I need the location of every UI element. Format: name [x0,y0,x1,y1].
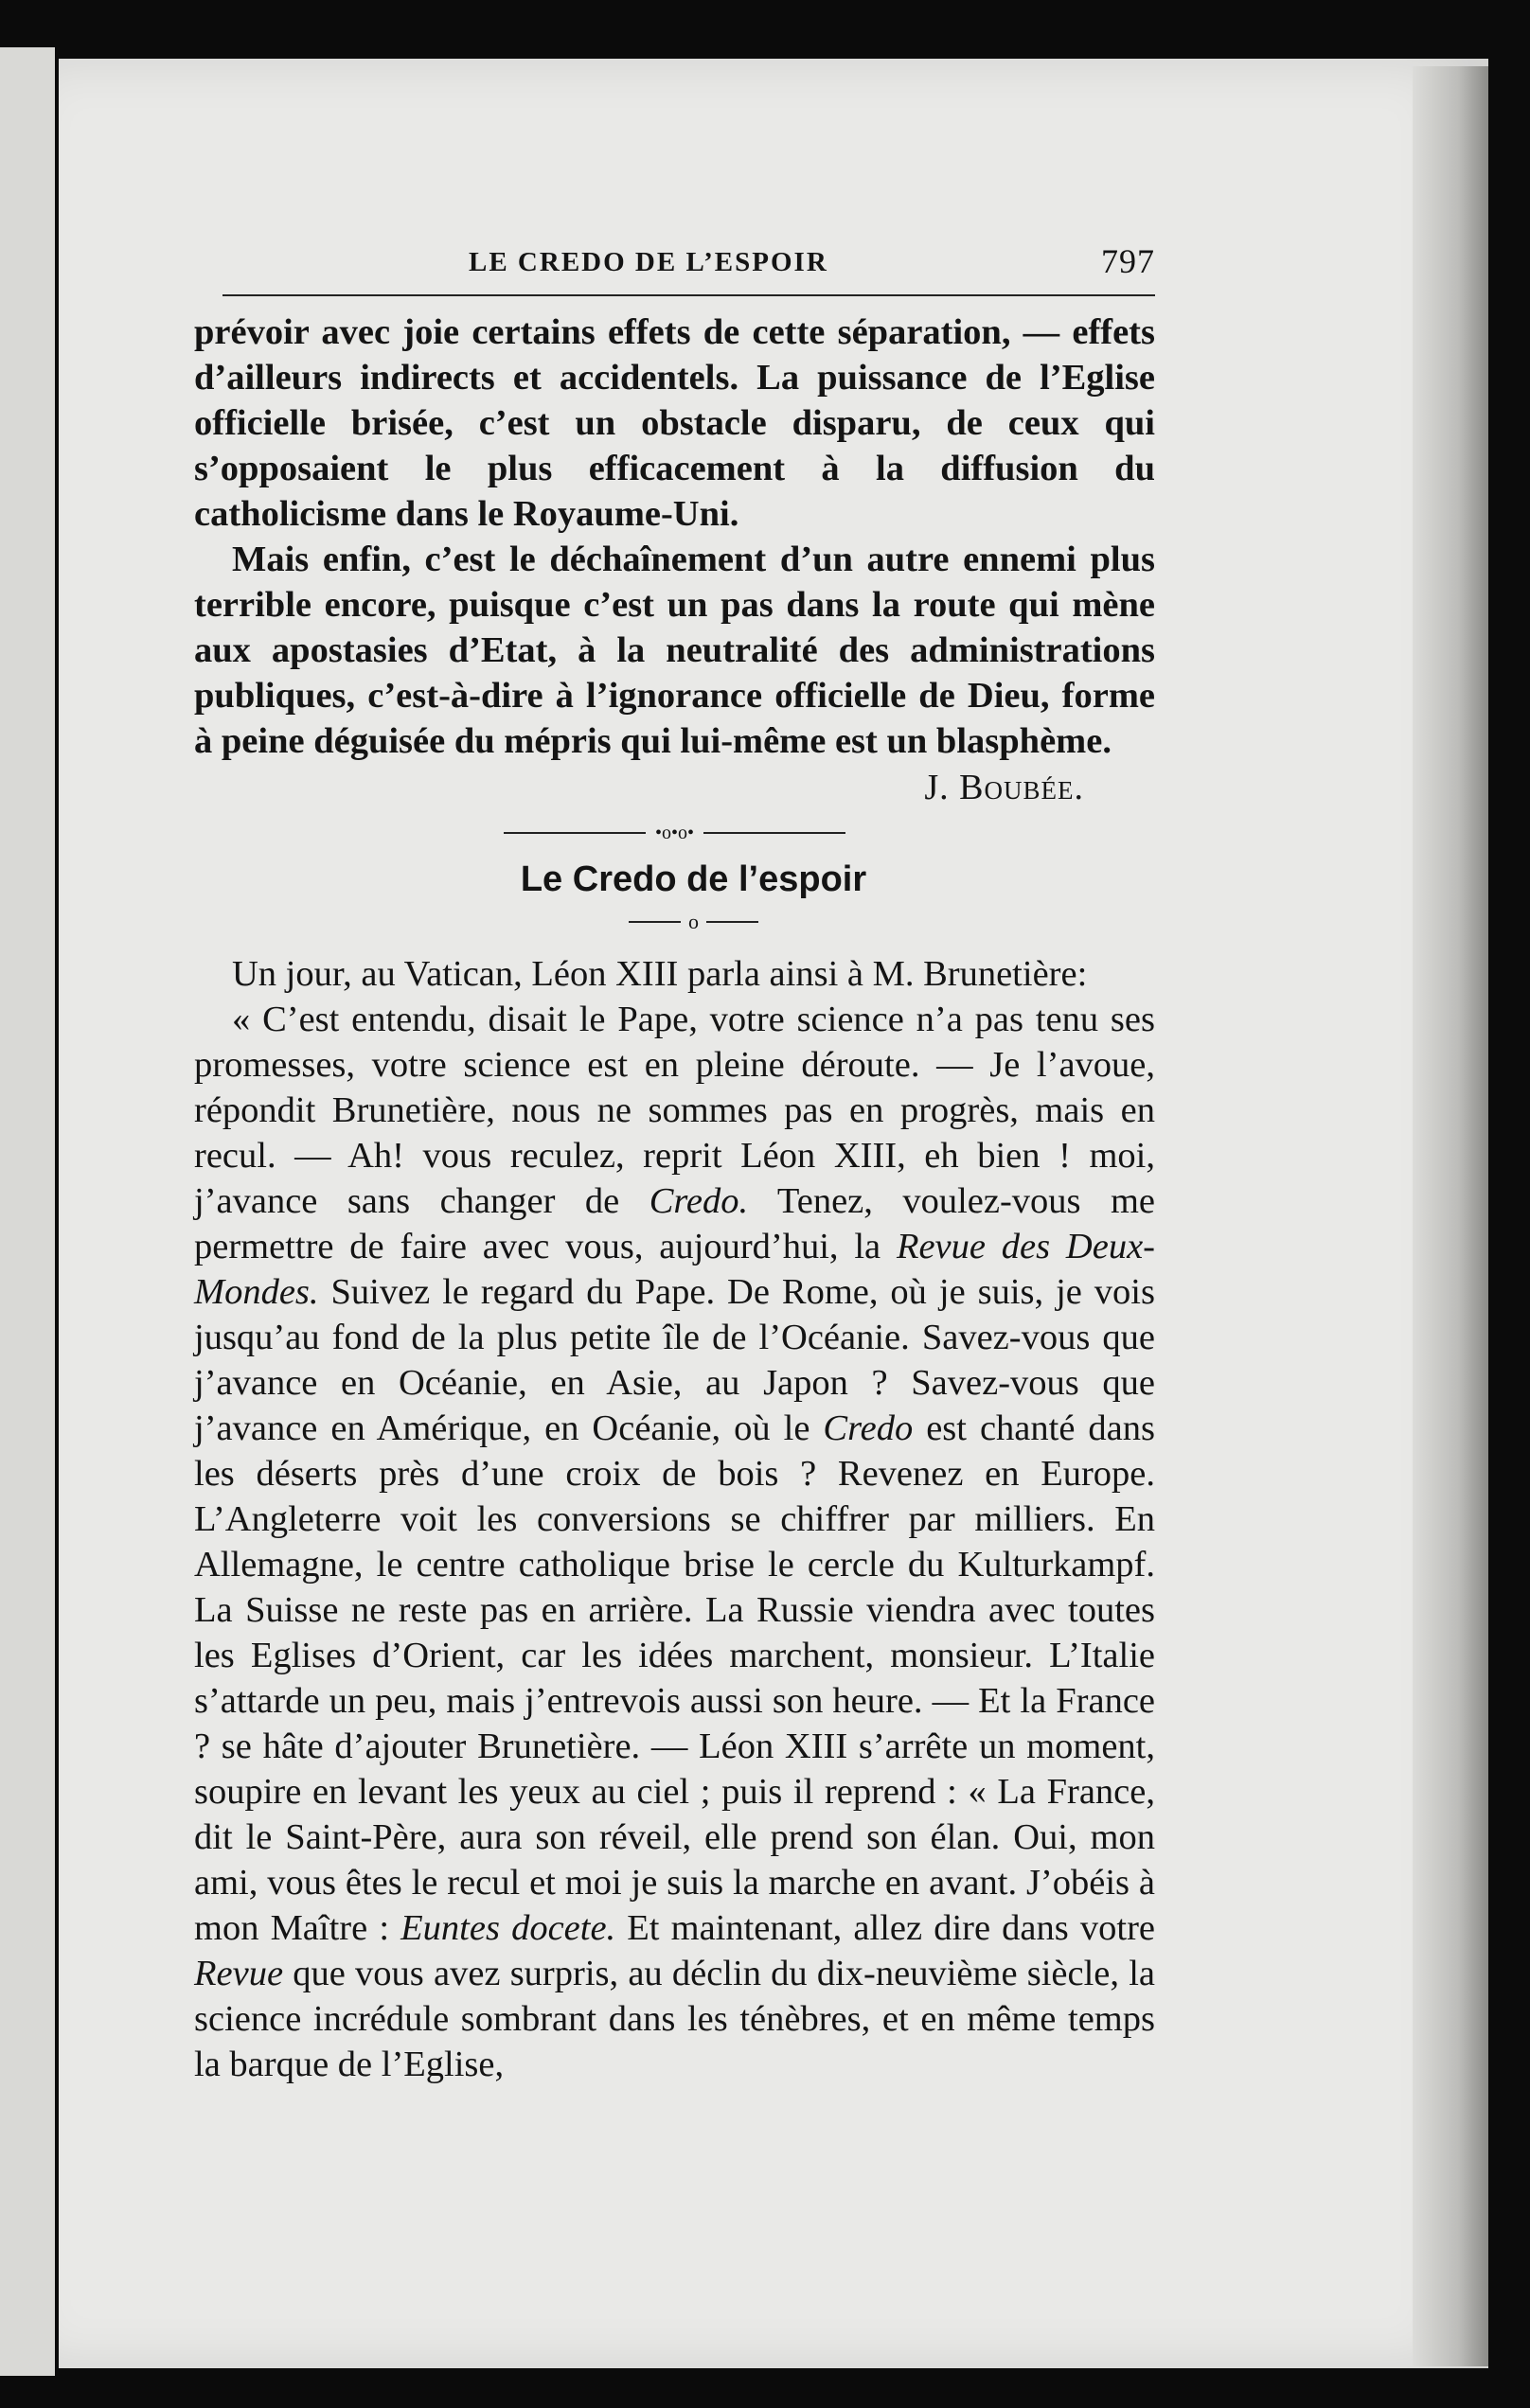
running-head [194,241,1155,289]
running-title: LE CREDO DE L’ESPOIR [469,247,828,277]
italic-credo: Credo [823,1408,914,1448]
text-segment: Tenez, voulez-vous me permettre de faire avec vous, aujourd’hui, la [194,1180,1155,1266]
text-segment: que vous avez surpris, au déclin du dix-neuvième siècle, la science incrédule sombrant dans les ténèbres, et en même temps la barque de l’Eglise, [194,1953,1155,2084]
italic-revue: Revue [194,1953,284,1993]
adjacent-page-edge [0,47,55,2376]
italic-credo: Credo. [649,1180,749,1221]
text-segment: Suivez le regard du Pape. De Rome, où je suis, je vois jusqu’au fond de la plus petite île de l’Océanie. Savez-vous que j’avance en Océanie, en Asie, au Japon ? Savez-vous que j’avance en Amérique, en Océanie, où le [194,1271,1155,1448]
header-rule [222,294,1155,296]
paragraph-intro: Un jour, au Vatican, Léon XIII parla ainsi à M. Brunetière: [232,953,1088,994]
italic-revue-title: Revue des Deux-Mondes. [194,1226,1155,1312]
paragraph-dialogue [194,997,1155,2087]
paragraph-conclusion: Mais enfin, c’est le déchaînement d’un autre ennemi plus terrible encore, puisque c’est un pas dans la route qui mène aux apostasies d’Etat, à la neutralité des administrations publiques, c’est-à-dire à l’ignorance officielle de Dieu, forme à peine déguisée du mépris qui lui-même est un blasphème. [194,540,1155,761]
separator-line-right [703,832,845,834]
italic-euntes-docete: Euntes docete. [400,1907,616,1948]
author-signature [194,764,1155,811]
title-rule [232,908,1155,934]
author-name: J. Boubée. [924,768,1084,807]
separator-line-left [504,832,646,834]
text-segment: est chanté dans les déserts près d’une croix de bois ? Revenez en Europe. L’Angleterre voit les conversions se chiffrer par milliers. En Allemagne, le centre catholique brise le cercle du Kulturkampf. La Suisse ne reste pas en arrière. La Russie viendra avec toutes les Eglises d’Orient, car les idées marchent, monsieur. L’Italie s’attarde un peu, mais j’entrevois aussi son heure. — Et la France ? se hâte d’ajouter Brunetière. — Léon XIII s’arrête un moment, soupire en levant les yeux au ciel ; puis il reprend : « La France, dit le Saint-Père, aura son réveil, elle prend son élan. Oui, mon ami, vous êtes le recul et moi je suis la marche en avant. J’obéis à mon Maître : [194,1408,1155,1948]
text-segment: « C’est entendu, disait le Pape, votre science n’a pas tenu ses promesses, votre science est en pleine déroute. — Je l’avoue, répondit Brunetière, nous ne sommes pas en progrès, mais en recul. — Ah! vous reculez, reprit Léon XIII, eh bien ! moi, j’avance sans changer de [194,999,1155,1221]
title-rule-left [629,921,681,923]
paragraph-continued: prévoir avec joie certains effets de cette séparation, — effets d’ailleurs indirects et accidentels. La puissance de l’Eglise officielle brisée, c’est un obstacle disparu, de ceux qui s’opposaient le plus efficacement à la diffusion du catholicisme dans le Royaume-Uni. [194,312,1155,534]
page-fore-edge [1413,66,1488,2366]
title-rule-mark: o [688,909,699,933]
section-title: Le Credo de l’espoir [520,859,867,899]
page-content [194,241,1155,2087]
section-separator [194,817,1155,847]
text-segment: Et maintenant, allez dire dans votre [615,1907,1155,1948]
separator-ornament: •o•o• [654,822,694,843]
title-rule-right [706,921,758,923]
page-number: 797 [1101,242,1155,280]
